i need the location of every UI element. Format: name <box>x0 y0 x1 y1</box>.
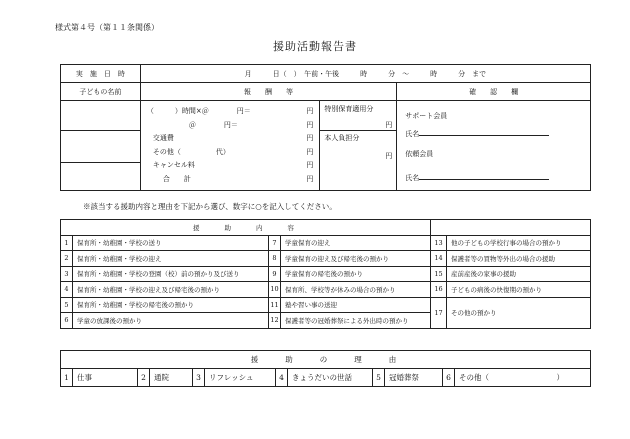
date-label: 実 施 日 時 <box>61 65 141 83</box>
fee-line-total: 合 計 円 <box>162 174 314 183</box>
self-pay-unit: 円 <box>385 152 393 160</box>
aid-item: 学童保育の迎え及び帰宅後の預かり <box>281 251 431 267</box>
fee-line-transport: 交通費 円 <box>152 134 314 142</box>
aid-item: 保育所・幼稚園・学校の送り <box>73 235 269 251</box>
aid-num[interactable]: 13 <box>431 235 447 251</box>
reason-num[interactable]: 6 <box>443 369 455 387</box>
aid-item: 保育所・幼稚園・学校の帰宅後の預かり <box>73 297 269 313</box>
support-name-label: 氏名 <box>405 130 420 138</box>
aid-item: 保育所、学校等が休みの場合の預かり <box>281 282 431 298</box>
aid-content-header: 援 助 内 容 <box>61 220 431 236</box>
requester-name-line[interactable] <box>419 179 549 180</box>
special-application-cell[interactable] <box>320 101 397 131</box>
reason-item: 仕事 <box>73 369 138 387</box>
reason-item: その他（ ） <box>455 369 591 387</box>
aid-item: 保育所・幼稚園・学校の迎え及び帰宅後の預かり <box>73 282 269 298</box>
self-pay-label: 本人負担分 <box>324 134 360 142</box>
aid-num[interactable]: 7 <box>269 235 281 251</box>
reason-num[interactable]: 1 <box>61 369 73 387</box>
requester-member-label: 依頼会員 <box>405 150 434 158</box>
aid-num[interactable]: 6 <box>61 313 73 329</box>
aid-reason-header: 援 助 の 理 由 <box>61 351 591 369</box>
aid-num[interactable]: 1 <box>61 235 73 251</box>
reason-item: リフレッシュ <box>205 369 276 387</box>
child-name-cell-1[interactable] <box>61 101 141 131</box>
reason-num[interactable]: 3 <box>193 369 205 387</box>
aid-num[interactable]: 8 <box>269 251 281 267</box>
confirm-header: 確 認 欄 <box>397 83 591 101</box>
aid-num[interactable]: 15 <box>431 266 447 282</box>
support-name-line[interactable] <box>419 135 549 136</box>
support-member-label: サポート会員 <box>405 112 448 120</box>
aid-num[interactable]: 9 <box>269 266 281 282</box>
fee-line-rate: ＠ 円＝ 円 <box>146 120 314 129</box>
confirm-area <box>397 101 591 191</box>
child-name-cell-3[interactable] <box>61 163 141 191</box>
aid-item: 保育所・幼稚園・学校の迎え <box>73 251 269 267</box>
date-field[interactable]: 月 日（ ） 午前・午後 時 分 ～ 時 分 まで <box>140 65 590 83</box>
reason-num[interactable]: 4 <box>276 369 288 387</box>
aid-num[interactable]: 3 <box>61 266 73 282</box>
aid-num[interactable]: 11 <box>269 297 281 313</box>
aid-item: その他の預かり <box>447 297 591 328</box>
reason-num[interactable]: 2 <box>138 369 150 387</box>
fee-line-cancel: キャンセル料 円 <box>152 161 314 169</box>
aid-item: 保育所・幼稚園・学校の登園（校）前の預かり及び送り <box>73 266 269 282</box>
aid-num[interactable]: 16 <box>431 282 447 298</box>
page-title: 援助活動報告書 <box>273 40 357 53</box>
aid-num[interactable]: 2 <box>61 251 73 267</box>
requester-name-label: 氏名 <box>405 174 420 182</box>
form-number: 様式第４号（第１１条関係） <box>55 23 159 32</box>
aid-reason-table <box>60 350 591 387</box>
aid-item: 学童保育の帰宅後の預かり <box>281 266 431 282</box>
child-name-label: 子どもの名前 <box>61 83 141 101</box>
aid-num[interactable]: 4 <box>61 282 73 298</box>
fee-breakdown <box>140 101 320 191</box>
reason-num[interactable]: 5 <box>373 369 385 387</box>
aid-content-table <box>60 219 591 329</box>
child-name-cell-2[interactable] <box>61 131 141 163</box>
reason-item: きょうだいの世話 <box>288 369 373 387</box>
aid-item: 保護者等の買物等外出の場合の援助 <box>447 251 591 267</box>
fee-line-hours: （ ）時間×＠ 円＝ 円 <box>146 107 314 115</box>
special-unit: 円 <box>385 121 393 129</box>
aid-item: 保護者等の冠婚葬祭による外出時の預かり <box>281 313 431 329</box>
aid-item: 塾や習い事の送迎 <box>281 297 431 313</box>
instruction-note: ※該当する援助内容と理由を下記から選び、数字に○を記入してください。 <box>83 202 337 211</box>
aid-num[interactable]: 14 <box>431 251 447 267</box>
aid-num[interactable]: 5 <box>61 297 73 313</box>
aid-num[interactable]: 12 <box>269 313 281 329</box>
report-table <box>60 64 591 191</box>
fee-line-other: その他（ 代） 円 <box>152 147 314 156</box>
aid-item: 学童の放課後の預かり <box>73 313 269 329</box>
aid-num[interactable]: 10 <box>269 282 281 298</box>
aid-item: 産前産後の家事の援助 <box>447 266 591 282</box>
aid-item: 子どもの病後の快復期の預かり <box>447 282 591 298</box>
reason-item: 冠婚葬祭 <box>385 369 443 387</box>
aid-num[interactable]: 17 <box>431 297 447 328</box>
fee-header: 報 酬 等 <box>140 83 396 101</box>
aid-item: 学童保育の迎え <box>281 235 431 251</box>
aid-item: 他の子どもの学校行事の場合の預かり <box>447 235 591 251</box>
reason-item: 通院 <box>150 369 193 387</box>
special-label: 特別保育適用分 <box>324 105 374 113</box>
self-pay-cell[interactable] <box>320 131 397 191</box>
